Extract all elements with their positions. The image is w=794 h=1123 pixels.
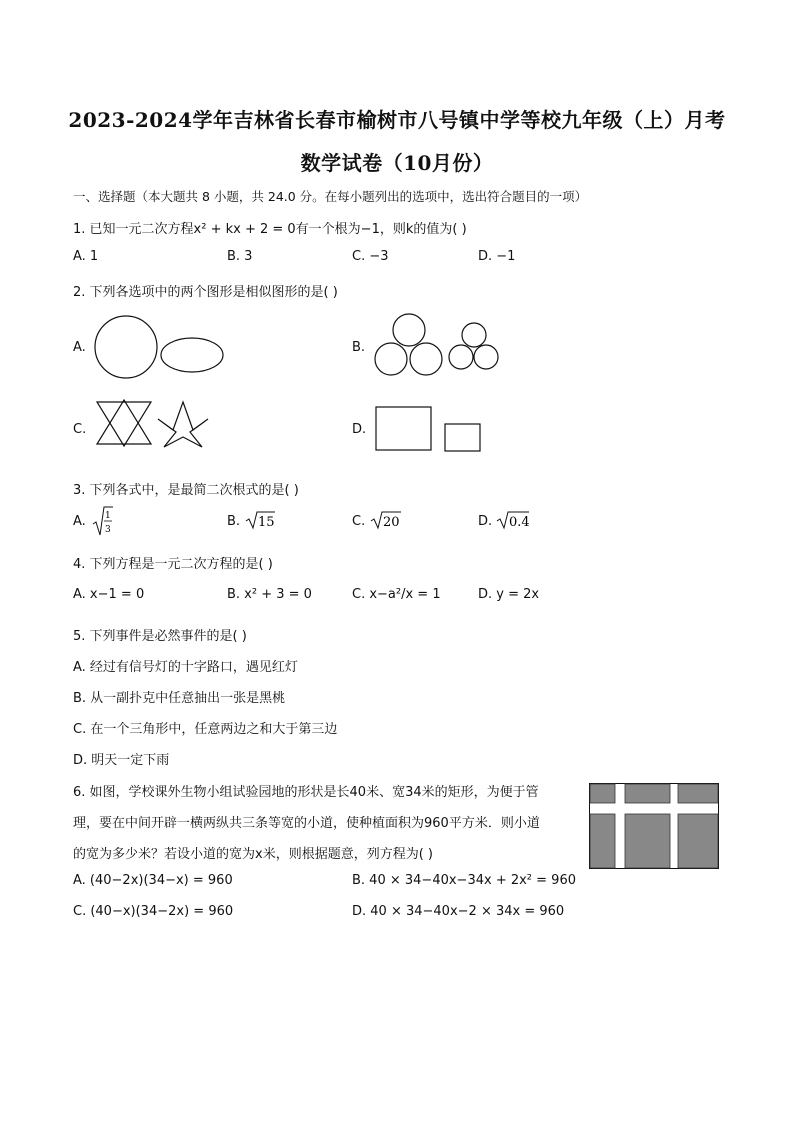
q5-option-b: B. 从一副扑克中任意抽出一张是黑桃 [73, 691, 286, 706]
q1-option-a: A. 1 [73, 249, 99, 264]
q3-option-a-radical [92, 506, 114, 538]
q6-option-c: C. (40−x)(34−2x) = 960 [73, 904, 234, 919]
q1-option-c: C. −3 [352, 249, 389, 264]
q5-option-a: A. 经过有信号灯的十字路口，遇见红灯 [73, 660, 298, 675]
q2a-circle [95, 316, 157, 378]
q2c-star-of-david-down [97, 402, 151, 446]
q4-option-c: C. x−a²/x = 1 [352, 587, 441, 602]
q2-figure-c [96, 400, 211, 450]
svg-text:15: 15 [258, 515, 275, 530]
q5-option-c: C. 在一个三角形中，任意两边之和大于第三边 [73, 722, 338, 737]
q6-plot [678, 814, 718, 868]
q2a-ellipse [161, 338, 223, 372]
q2-label-a: A. [73, 340, 86, 355]
q6-plot [625, 814, 670, 868]
q3-option-c-radical [370, 510, 402, 530]
q5-stem: 5. 下列事件是必然事件的是( ) [73, 629, 247, 644]
q4-option-d: D. y = 2x [478, 587, 540, 602]
q6-option-a: A. (40−2x)(34−x) = 960 [73, 873, 233, 888]
q2-figure-d [375, 406, 485, 454]
q2-label-b: B. [352, 340, 366, 355]
q2-label-d: D. [352, 422, 367, 437]
q4-option-b: B. x² + 3 = 0 [227, 587, 312, 602]
q2c-star-of-david-up [97, 400, 151, 444]
q3-option-b-radical [245, 510, 277, 530]
svg-text:20: 20 [383, 515, 400, 530]
q2-label-c: C. [73, 422, 87, 437]
q2-stem: 2. 下列各选项中的两个图形是相似图形的是( ) [73, 285, 338, 300]
q2-figure-b [372, 313, 502, 378]
q4-stem: 4. 下列方程是一元二次方程的是( ) [73, 557, 273, 572]
q3-option-d-radical [496, 510, 530, 530]
page-title-line1: 2023-2024学年吉林省长春市榆树市八号镇中学等校九年级（上）月考 [68, 108, 726, 132]
q3-label-c: C. [352, 514, 366, 529]
q6-stem-line1: 6. 如图，学校课外生物小组试验园地的形状是长40米、宽34米的矩形，为便于管 [73, 785, 539, 800]
q6-stem-line2: 理，要在中间开辟一横两纵共三条等宽的小道，使种植面积为960平方米．则小道 [73, 816, 540, 831]
q3-label-d: D. [478, 514, 493, 529]
q6-option-d: D. 40 × 34−40x−2 × 34x = 960 [352, 904, 565, 919]
q1-option-d: D. −1 [478, 249, 516, 264]
q1-stem: 1. 已知一元二次方程x² + kx + 2 = 0有一个根为−1，则k的值为( ) [73, 222, 467, 237]
q6-plot [590, 784, 615, 803]
q6-option-b: B. 40 × 34−40x−34x + 2x² = 960 [352, 873, 576, 888]
q6-garden-figure [589, 783, 720, 870]
q5-option-d: D. 明天一定下雨 [73, 753, 170, 768]
q2-figure-a [94, 314, 229, 384]
q1-option-b: B. 3 [227, 249, 253, 264]
q6-plot [590, 814, 615, 868]
q3-label-a: A. [73, 514, 86, 529]
svg-text:1: 1 [105, 511, 111, 521]
q6-plot [678, 784, 718, 803]
q2c-pentagram [158, 402, 208, 447]
q4-option-a: A. x−1 = 0 [73, 587, 145, 602]
svg-text:3: 3 [105, 525, 111, 535]
page-title-line2: 数学试卷（10月份） [300, 151, 494, 175]
q3-label-b: B. [227, 514, 241, 529]
q3-stem: 3. 下列各式中，是最简二次根式的是( ) [73, 483, 299, 498]
svg-text:0.4: 0.4 [509, 515, 530, 530]
q6-plot [625, 784, 670, 803]
section-header: 一、选择题（本大题共 8 小题，共 24.0 分。在每小题列出的选项中，选出符合题目的一项） [73, 189, 588, 204]
q6-stem-line3: 的宽为多少米？若设小道的宽为x米，则根据题意，列方程为( ) [73, 847, 433, 862]
